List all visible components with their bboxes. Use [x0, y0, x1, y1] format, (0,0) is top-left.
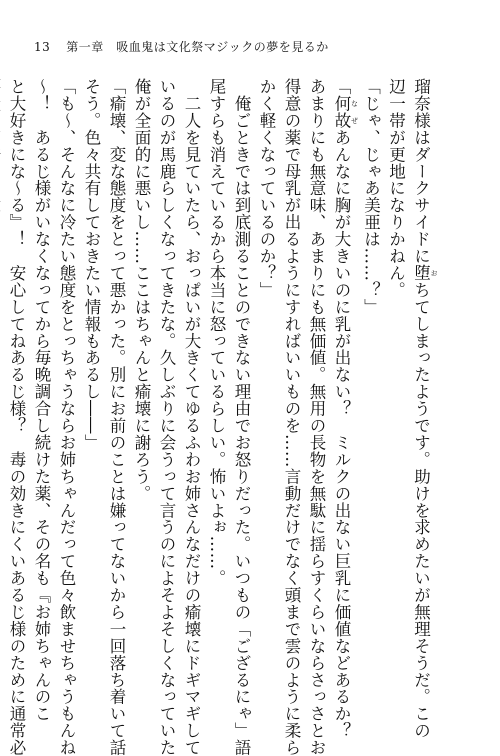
text-line: 「も～、そんなに冷たい態度をとっちゃうならお姉ちゃんだって色々飲ませちゃうもんね — [57, 78, 76, 756]
page-number: 13 — [34, 40, 51, 54]
text-line: いるのが馬鹿らしくなってきたな。久しぶりに会うって言うのによそよそしくなっていた — [157, 78, 176, 756]
text-line: 辺一帯が更地になりかねん。 — [386, 78, 406, 299]
text-line: かく軽くなっているのか？」 — [257, 78, 276, 299]
ruby-annotation: 堕 お — [411, 264, 438, 282]
running-header — [34, 38, 329, 55]
text-line: 尾すらも消えているから本当に怒っているらしい。怖いよぉ……。 — [207, 78, 226, 587]
text-line: 俺ごときでは到底測ることのできない理由でお怒りだった。いつもの「ござるにゃ」語 — [232, 78, 251, 756]
text-line: 「じゃ、じゃあ美亜は……？」 — [361, 78, 381, 316]
text-line: あまりにも無意味、あまりにも無価値。無用の長物を無駄に揺らすくらいならさっさとお — [307, 78, 326, 756]
text-line: 得意の薬で母乳が出るようにすればいいものを……言動だけでなく頭まで雲のように柔ら — [282, 78, 301, 756]
text-line: そう。色々共有しておきたい情報もあるし――」 — [82, 78, 101, 451]
text-line: ～！ あるじ様がいなくなってから毎晩調合し続けた薬、その名も『お姉ちゃんのこ — [32, 78, 51, 723]
text-line: と大好きにな～る』！ 安心してねあるじ様？ 毒の効きにくいあるじ様のために通常必 — [7, 78, 26, 756]
chapter-title: 第一章 吸血鬼は文化祭マジックの夢を見るか — [66, 40, 329, 54]
text-line: 俺が全面的に悪いし……ここはちゃんと瘉壊に謝ろう。 — [132, 78, 151, 502]
ruby-annotation: 何故 なぜ — [332, 94, 359, 129]
text-line: 「何故 なぜあんなに胸が大きいのに乳が出ない？ ミルクの出ない巨乳に価値などあるか？ — [332, 78, 359, 740]
text-line: 「瘉壊、変な態度をとって悪かった。別にお前のことは嫌ってないから一回落ち着いて話 — [107, 78, 126, 756]
vertical-body-text — [7, 78, 438, 756]
text-line: 二人を見ていたら、おっぱいが大きくてゆるふわお姉さんなだけの瘉壊にドギマギして — [182, 78, 201, 756]
text-line: 瑠奈様はダークサイドに堕 おちてしまったようです。助けを求めたいが無理そうだ。この — [411, 78, 438, 740]
